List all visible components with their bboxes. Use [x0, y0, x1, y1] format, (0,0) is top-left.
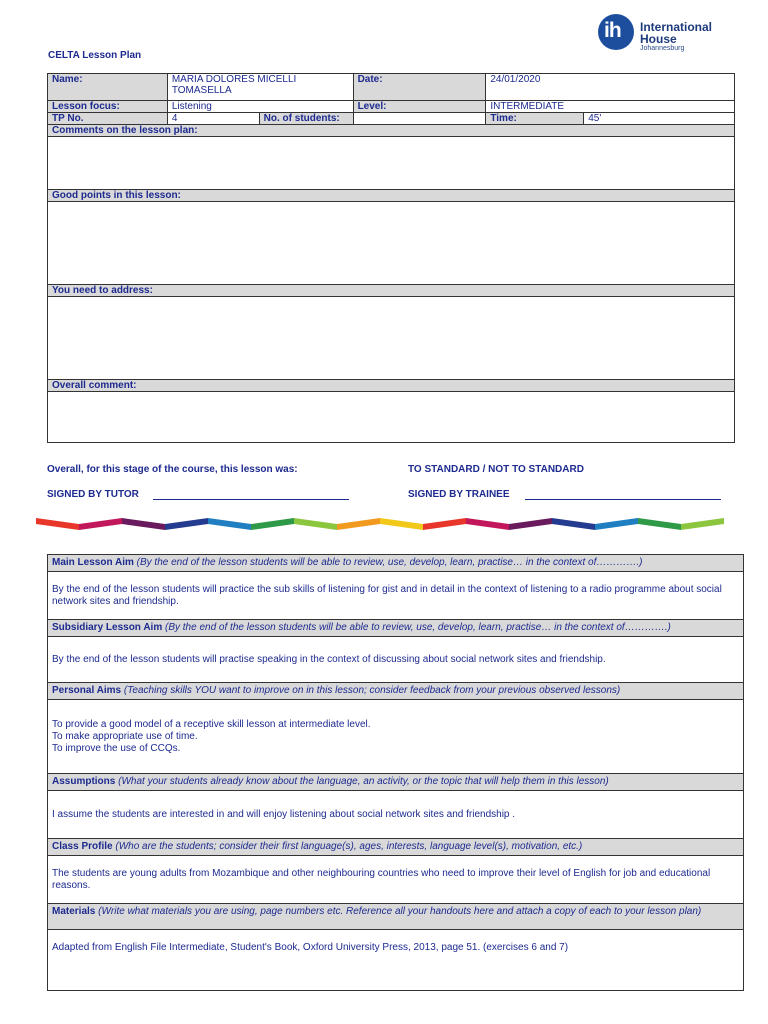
materials-text: Adapted from English File Intermediate, Student's Book, Oxford University Press, 2013, page 51. (exercises 6 and 7): [48, 930, 744, 991]
ribbon-segment: [466, 518, 509, 530]
comments-label: Comments on the lesson plan:: [48, 125, 735, 137]
tp-label: TP No.: [48, 113, 168, 125]
document-title: CELTA Lesson Plan: [48, 50, 142, 61]
comments-area[interactable]: [48, 137, 735, 190]
personal-aims-hint: (Teaching skills YOU want to improve on in this lesson; consider feedback from your previous observed lessons): [123, 685, 621, 696]
date-label: Date:: [353, 74, 486, 101]
date-value: 24/01/2020: [486, 74, 735, 101]
overall-comment-area[interactable]: [48, 392, 735, 443]
address-label: You need to address:: [48, 285, 735, 297]
focus-value: Listening: [167, 101, 353, 113]
students-value: [353, 113, 486, 125]
logo-line-2: House: [640, 32, 677, 46]
personal-aim-3: To improve the use of CCQs.: [52, 742, 181, 754]
time-value: 45': [584, 113, 735, 125]
ribbon-segment: [337, 518, 380, 530]
ribbon-segment: [294, 518, 337, 530]
subsidiary-aim-text: By the end of the lesson students will practise speaking in the context of discussing about social network sites and friendship.: [48, 637, 744, 683]
ribbon-segment: [251, 518, 294, 530]
ribbon-segment: [552, 518, 595, 530]
ribbon-segment: [208, 518, 251, 530]
ribbon-segment: [79, 518, 122, 530]
standard-choice-text: TO STANDARD / NOT TO STANDARD: [408, 464, 584, 475]
ribbon-segment: [36, 518, 79, 530]
good-points-label: Good points in this lesson:: [48, 190, 735, 202]
ribbon-segment: [638, 518, 681, 530]
level-label: Level:: [353, 101, 486, 113]
students-label: No. of students:: [259, 113, 353, 125]
logo-line-3: Johannesburg: [640, 45, 685, 52]
subsidiary-aim-title: Subsidiary Lesson Aim: [52, 622, 163, 633]
name-label: Name:: [48, 74, 168, 101]
main-aim-title: Main Lesson Aim: [52, 557, 134, 568]
good-points-area[interactable]: [48, 202, 735, 285]
tp-value: 4: [167, 113, 259, 125]
lesson-info-table: [47, 73, 735, 443]
main-aim-hint: (By the end of the lesson students will be able to review, use, develop, learn, practise… in the context of………….): [136, 557, 643, 568]
main-aim-text: By the end of the lesson students will practice the sub skills of listening for gist and in detail in the context of listening to a radio programme about social network sites and friendship.: [48, 572, 744, 620]
level-value: INTERMEDIATE: [486, 101, 735, 113]
logo-mark-text: ih: [604, 19, 621, 42]
assumptions-hint: (What your students already know about the language, an activity, or the topic that will help them in this lesson): [118, 776, 609, 787]
class-profile-title: Class Profile: [52, 841, 113, 852]
materials-hint: (Write what materials you are using, page numbers etc. Reference all your handouts here and attach a copy of each to your lesson plan): [98, 906, 702, 917]
name-value: MARIA DOLORES MICELLI TOMASELLA: [167, 74, 353, 101]
lesson-plan-table: [47, 554, 744, 991]
logo-line-1: International: [640, 20, 713, 34]
subsidiary-aim-header: [48, 620, 744, 637]
ribbon-segment: [509, 518, 552, 530]
materials-header: [48, 904, 744, 930]
ribbon-segment: [423, 518, 466, 530]
ribbon-segment: [380, 518, 423, 530]
personal-aims-text: [48, 700, 744, 774]
personal-aims-title: Personal Aims: [52, 685, 122, 696]
signed-by-tutor-label: SIGNED BY TUTOR: [47, 489, 139, 500]
ih-logo: [598, 14, 728, 54]
subsidiary-aim-hint: (By the end of the lesson students will be able to review, use, develop, learn, practise… in the context of………….): [165, 622, 671, 633]
signed-by-trainee-label: SIGNED BY TRAINEE: [408, 489, 510, 500]
ribbon-segment: [165, 518, 208, 530]
ribbon-segment: [122, 518, 165, 530]
assumptions-title: Assumptions: [52, 776, 116, 787]
ribbon-segment: [595, 518, 638, 530]
overall-stage-text: Overall, for this stage of the course, this lesson was:: [47, 464, 298, 475]
class-profile-header: [48, 839, 744, 856]
assumptions-header: [48, 774, 744, 791]
ribbon-segment: [681, 518, 724, 530]
materials-title: Materials: [52, 906, 96, 917]
personal-aims-header: [48, 683, 744, 700]
tutor-signature-line[interactable]: [153, 499, 349, 500]
class-profile-text: The students are young adults from Mozambique and other neighbouring countries who need to improve their level of English for job and educational reasons.: [48, 856, 744, 904]
overall-comment-label: Overall comment:: [48, 380, 735, 392]
personal-aim-2: To make appropriate use of time.: [52, 730, 198, 742]
trainee-signature-line[interactable]: [525, 499, 721, 500]
personal-aim-1: To provide a good model of a receptive skill lesson at intermediate level.: [52, 718, 371, 730]
time-label: Time:: [486, 113, 584, 125]
focus-label: Lesson focus:: [48, 101, 168, 113]
address-area[interactable]: [48, 297, 735, 380]
decorative-ribbon: [36, 512, 726, 536]
main-aim-header: [48, 555, 744, 572]
class-profile-hint: (Who are the students; consider their first language(s), ages, interests, language level(s), motivation, etc.): [115, 841, 583, 852]
assumptions-text: I assume the students are interested in and will enjoy listening about social network sites and friendship .: [48, 791, 744, 839]
